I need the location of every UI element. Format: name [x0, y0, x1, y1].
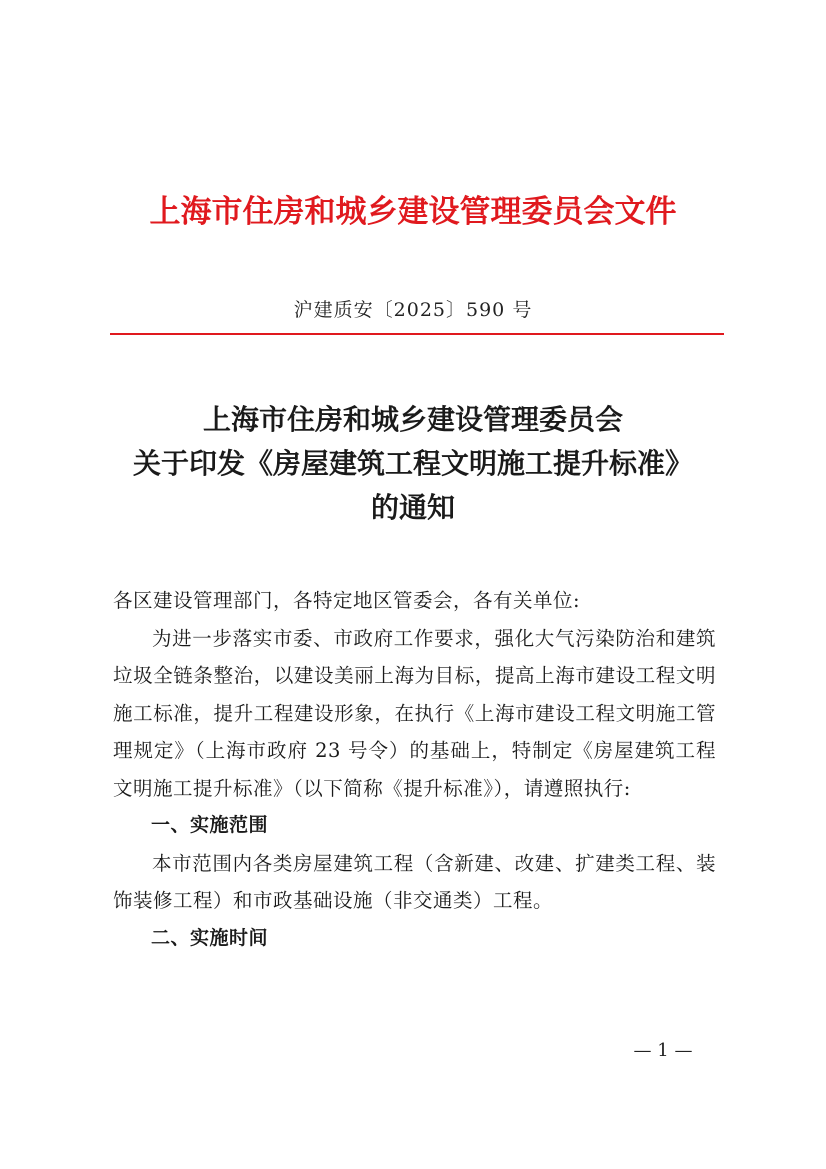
page-number: — 1 —: [633, 1040, 693, 1061]
section-text-scope: 本市范围内各类房屋建筑工程（含新建、改建、扩建类工程、装饰装修工程）和市政基础设施（非交通类）工程。: [113, 851, 716, 912]
title-line-1: 上海市住房和城乡建设管理委员会: [202, 403, 623, 436]
document-number: 沪建质安〔2025〕590 号: [293, 299, 533, 321]
section-heading-scope: 一、实施范围: [151, 814, 269, 836]
intro-paragraph: 为进一步落实市委、市政府工作要求，强化大气污染防治和建筑垃圾全链条整治，以建设美丽上海为目标，提高上海市建设工程文明施工标准，提升工程建设形象，在执行《上海市建设工程文明施工管理规定》（上海市政府 23 号令）的基础上，特制定《房屋建筑工程文明施工提升标准》（以下简称《提升标准》），请遵照执行:: [113, 626, 716, 800]
document-body: [113, 582, 716, 957]
section-heading-time: 二、实施时间: [151, 926, 269, 949]
title-line-3: 的通知: [370, 491, 455, 524]
document-title: [0, 398, 826, 530]
salutation: 各区建设管理部门，各特定地区管委会，各有关单位:: [113, 589, 581, 612]
red-divider-line: [110, 333, 724, 335]
title-line-2: 关于印发《房屋建筑工程文明施工提升标准》: [132, 447, 693, 480]
issuing-organization-header: 上海市住房和城乡建设管理委员会文件: [149, 194, 677, 230]
